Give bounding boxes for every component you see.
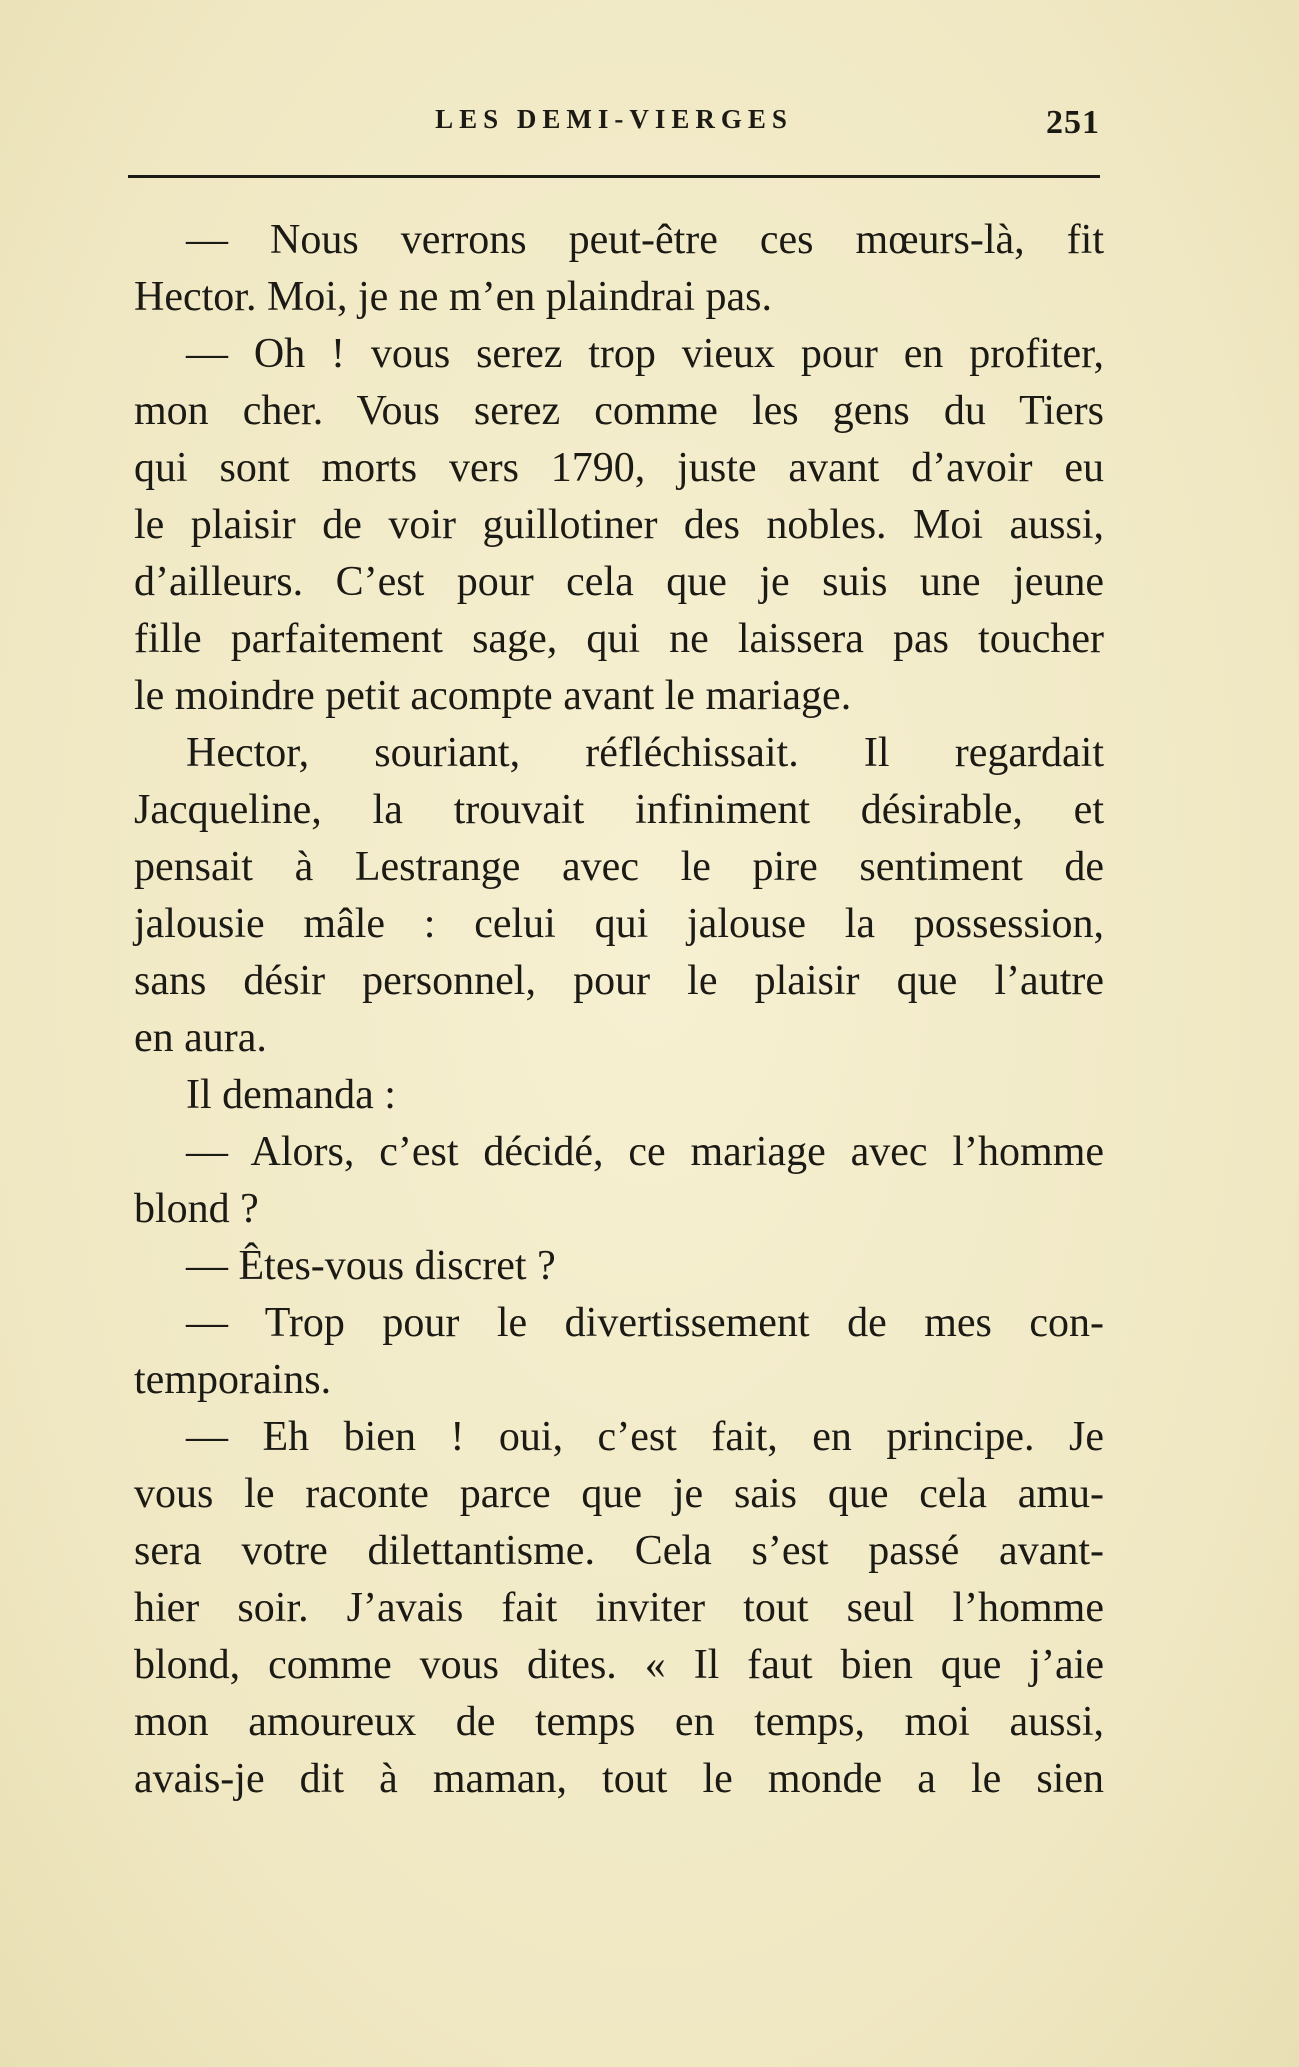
- page-number: 251: [1046, 104, 1100, 141]
- text-line: — Eh bien ! oui, c’est fait, en principe. Je: [186, 1414, 1104, 1460]
- text-line: blond ?: [134, 1186, 259, 1232]
- text-line: Jacqueline, la trouvait infiniment désirable, et: [134, 787, 1104, 833]
- header-rule: [128, 175, 1100, 178]
- text-line: — Êtes-vous discret ?: [186, 1243, 556, 1289]
- text-line: fille parfaitement sage, qui ne laissera pas toucher: [134, 616, 1104, 662]
- text-line: pensait à Lestrange avec le pire sentiment de: [134, 844, 1104, 890]
- running-title: LES DEMI-VIERGES: [435, 104, 793, 134]
- text-line: qui sont morts vers 1790, juste avant d’avoir eu: [134, 445, 1104, 491]
- text-line: mon cher. Vous serez comme les gens du Tiers: [134, 388, 1104, 434]
- text-line: le plaisir de voir guillotiner des nobles. Moi aussi,: [134, 502, 1104, 548]
- text-line: Hector. Moi, je ne m’en plaindrai pas.: [134, 274, 772, 320]
- text-line: sans désir personnel, pour le plaisir que l’autre: [134, 958, 1104, 1004]
- text-line: blond, comme vous dites. « Il faut bien que j’aie: [134, 1642, 1104, 1688]
- body-text: [134, 212, 1104, 1808]
- text-line: — Nous verrons peut-être ces mœurs-là, fit: [186, 217, 1104, 263]
- text-line: hier soir. J’avais fait inviter tout seul l’homme: [134, 1585, 1104, 1631]
- text-line: sera votre dilettantisme. Cela s’est passé avant-: [134, 1528, 1104, 1574]
- text-line: vous le raconte parce que je sais que cela amu-: [134, 1471, 1104, 1517]
- text-line: temporains.: [134, 1357, 332, 1403]
- text-line: Hector, souriant, réfléchissait. Il regardait: [186, 730, 1104, 776]
- text-line: jalousie mâle : celui qui jalouse la possession,: [134, 901, 1104, 947]
- text-line: mon amoureux de temps en temps, moi aussi,: [134, 1699, 1104, 1745]
- text-line: — Oh ! vous serez trop vieux pour en profiter,: [186, 331, 1104, 377]
- text-line: en aura.: [134, 1015, 267, 1061]
- running-head: [128, 104, 1100, 144]
- text-line: d’ailleurs. C’est pour cela que je suis une jeune: [134, 559, 1104, 605]
- text-line: — Alors, c’est décidé, ce mariage avec l’homme: [186, 1129, 1104, 1175]
- text-line: Il demanda :: [186, 1072, 396, 1118]
- text-line: avais-je dit à maman, tout le monde a le sien: [134, 1756, 1104, 1802]
- text-line: le moindre petit acompte avant le mariage.: [134, 673, 852, 719]
- text-line: — Trop pour le divertissement de mes con-: [186, 1300, 1104, 1346]
